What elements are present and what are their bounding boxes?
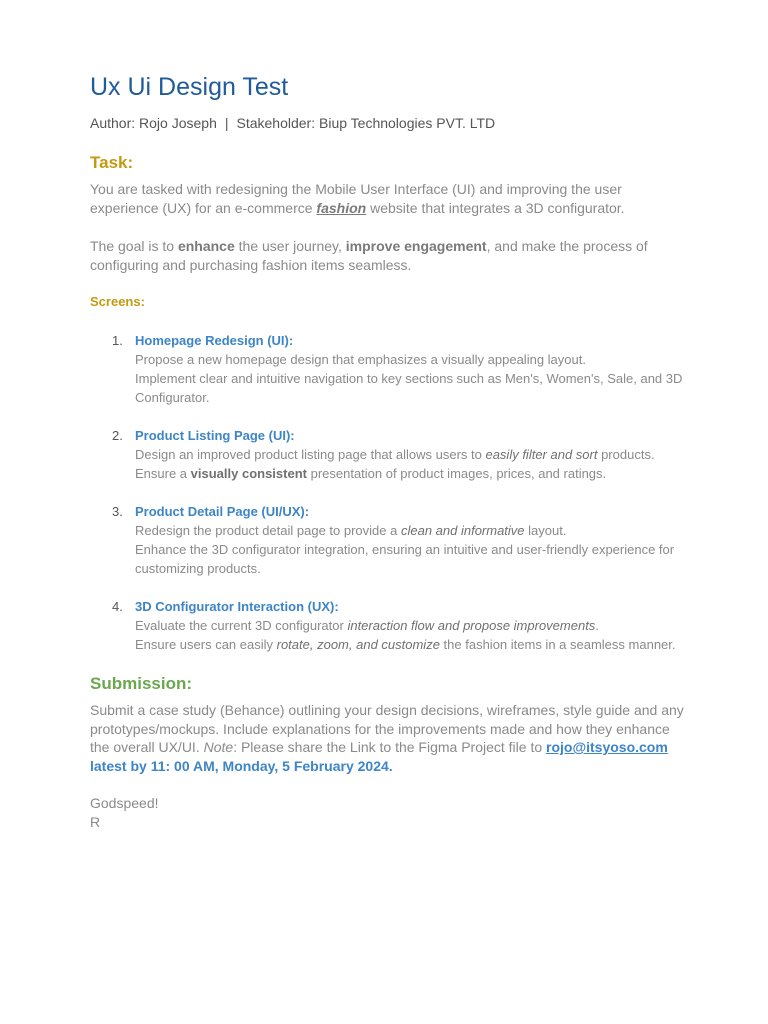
stakeholder-name: Stakeholder: Biup Technologies PVT. LTD <box>236 115 496 131</box>
screens-label: Screens: <box>90 294 145 309</box>
line-text-a: Evaluate the current 3D configurator <box>135 618 348 633</box>
line-text-a: Redesign the product detail page to provide a <box>135 523 401 538</box>
task-paragraph-2 <box>90 237 690 275</box>
submission-text-b: : Please share the Link to the Figma Project file to <box>233 739 547 755</box>
line-emphasis: clean and informative <box>400 523 525 538</box>
line-text-a: Ensure a <box>135 466 191 481</box>
line-text-b: layout. <box>524 523 567 538</box>
list-item <box>90 597 690 654</box>
line-emphasis: easily filter and sort <box>485 447 598 462</box>
task-heading: Task: <box>90 153 134 172</box>
list-item-line-1 <box>135 445 690 464</box>
list-item-number: 4. <box>112 599 123 614</box>
list-item-title: 3D Configurator Interaction (UX): <box>135 599 339 614</box>
list-item-number: 2. <box>112 428 123 443</box>
list-item-line-2: Enhance the 3D configurator integration, ensuring an intuitive and user-friendly experience for customizing products. <box>135 542 675 576</box>
list-item-title: Homepage Redesign (UI): <box>135 333 294 348</box>
list-item-line-2 <box>135 464 690 483</box>
document-title: Ux Ui Design Test <box>90 73 289 101</box>
submission-paragraph <box>90 701 690 775</box>
submission-section <box>90 673 690 775</box>
list-item-number: 1. <box>112 333 123 348</box>
author-separator: | <box>224 115 229 131</box>
author-line <box>90 114 690 132</box>
line-emphasis: interaction flow and propose improvements <box>347 618 596 633</box>
list-item <box>90 331 690 407</box>
list-item <box>90 502 690 578</box>
task-p1-text-b: website that integrates a 3D configurator. <box>366 200 625 216</box>
list-item <box>90 426 690 483</box>
task-p1-text-a: You are tasked with redesigning the Mobile User Interface (UI) and improving the user experience (UX) for an e-commerce <box>90 181 622 216</box>
line-text-b: presentation of product images, prices, and ratings. <box>306 466 607 481</box>
line-text-a: Design an improved product listing page that allows users to <box>135 447 486 462</box>
list-item-line-2: Implement clear and intuitive navigation to key sections such as Men's, Women's, Sale, and 3D Configurator. <box>135 371 683 405</box>
line-emphasis: rotate, zoom, and customize <box>276 637 440 652</box>
line-text-b: . <box>595 618 599 633</box>
list-item-line-1 <box>135 616 690 635</box>
line-text-a: Ensure users can easily <box>135 637 277 652</box>
task-p2-text-c: , and make the process of configuring and purchasing fashion items seamless. <box>90 238 648 273</box>
task-p2-text-b: the user journey, <box>234 238 346 254</box>
enhance-emphasis: enhance <box>177 238 235 254</box>
line-text-b: products. <box>597 447 655 462</box>
list-item-title: Product Listing Page (UI): <box>135 428 295 443</box>
list-item-number: 3. <box>112 504 123 519</box>
author-name: Author: Rojo Joseph <box>90 115 217 131</box>
line-emphasis: visually consistent <box>190 466 307 481</box>
closing-line-2: R <box>90 814 101 830</box>
list-item-line-1 <box>135 521 690 540</box>
deadline-text: latest by 11: 00 AM, Monday, 5 February 2024. <box>90 757 393 774</box>
document-page <box>90 72 690 832</box>
improve-engagement-emphasis: improve engagement <box>345 238 487 254</box>
note-emphasis: Note <box>203 739 234 755</box>
task-paragraph-1 <box>90 180 690 218</box>
screens-list <box>90 331 690 654</box>
submission-text-a: Submit a case study (Behance) outlining your design decisions, wireframes, style guide and any prototypes/mockups. Include explanations for the improvements made and how they enhance the overall UX/UI. <box>90 702 684 755</box>
email-link[interactable]: rojo@itsyoso.com <box>546 739 668 755</box>
closing-line-1: Godspeed! <box>90 795 159 811</box>
fashion-emphasis: fashion <box>316 200 367 216</box>
list-item-line-1: Propose a new homepage design that emphasizes a visually appealing layout. <box>135 352 586 367</box>
submission-heading: Submission: <box>90 674 193 693</box>
line-text-b: the fashion items in a seamless manner. <box>439 637 676 652</box>
list-item-line-2 <box>135 635 690 654</box>
task-p2-text-a: The goal is to <box>90 238 178 254</box>
list-item-title: Product Detail Page (UI/UX): <box>135 504 310 519</box>
